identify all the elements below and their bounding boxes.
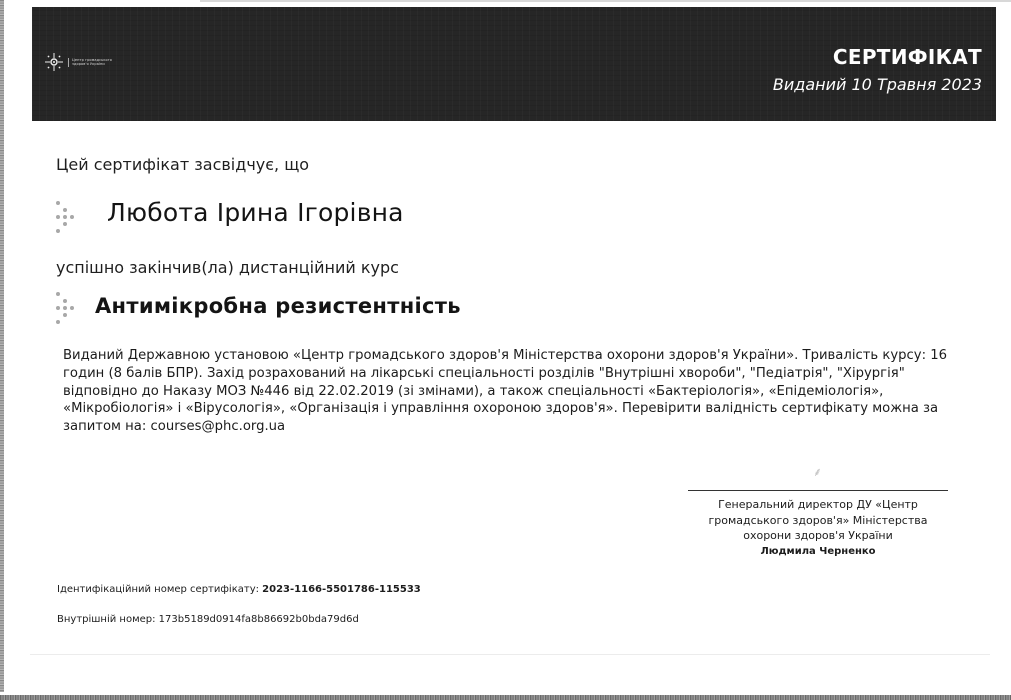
dot-arrow-icon	[53, 199, 77, 235]
organization-logo	[44, 52, 116, 72]
certificate-id-label: Ідентифікаційний номер сертифікату:	[57, 584, 259, 595]
dot-arrow-icon	[53, 290, 77, 326]
scan-edge-bottom	[0, 692, 1011, 700]
phc-compass-logo-icon	[44, 52, 64, 72]
certificate-id	[57, 584, 421, 595]
recipient-name: Любота Ірина Ігорівна	[107, 198, 404, 227]
issue-date: Виданий 10 Травня 2023	[772, 75, 982, 94]
certifies-text: Цей сертифікат засвідчує, що	[56, 155, 310, 174]
signatory-block	[688, 497, 948, 559]
certificate-title: СЕРТИФІКАТ	[832, 45, 982, 69]
course-name: Антимікробна резистентність	[95, 294, 461, 318]
scan-artifact-line	[30, 654, 990, 655]
internal-id-value: 173b5189d0914fa8b86692b0bda79d6d	[158, 614, 359, 625]
logo-text: Центр громадського здоров'я України	[68, 58, 116, 67]
signature-line	[688, 490, 948, 491]
internal-id-label: Внутрішній номер:	[57, 614, 156, 625]
scan-edge-left	[0, 0, 4, 700]
scan-edge-top	[200, 0, 1011, 2]
signatory-title: Генеральний директор ДУ «Центр громадського здоров'я» Міністерства охорони здоров'я України	[708, 498, 928, 542]
signature-scribble: ⸙	[813, 465, 823, 479]
completed-course-text: успішно закінчив(ла) дистанційний курс	[56, 258, 399, 277]
certificate-description: Виданий Державною установою «Центр громадського здоров'я Міністерства охорони здоров'я України». Тривалість курсу: 16 годин (8 балів БПР). Захід розрахований на лікарські спеціальності розділів "Внутрішні хвороби", "Педіатрія", "Хірургія" відповідно до Наказу МОЗ №446 від 22.02.2019 (зі змінами), а також спеціальності «Бактеріологія», «Епідеміологія», «Мікробіологія» і «Вірусологія», «Організація і управління охороною здоров'я». Перевірити валідність сертифікату можна за запитом на: courses@phc.org.ua	[63, 348, 947, 435]
certificate-header	[32, 7, 996, 121]
internal-id	[57, 614, 359, 625]
certificate-id-value: 2023-1166-5501786-115533	[262, 584, 421, 595]
signatory-name: Людмила Черненко	[760, 545, 876, 557]
